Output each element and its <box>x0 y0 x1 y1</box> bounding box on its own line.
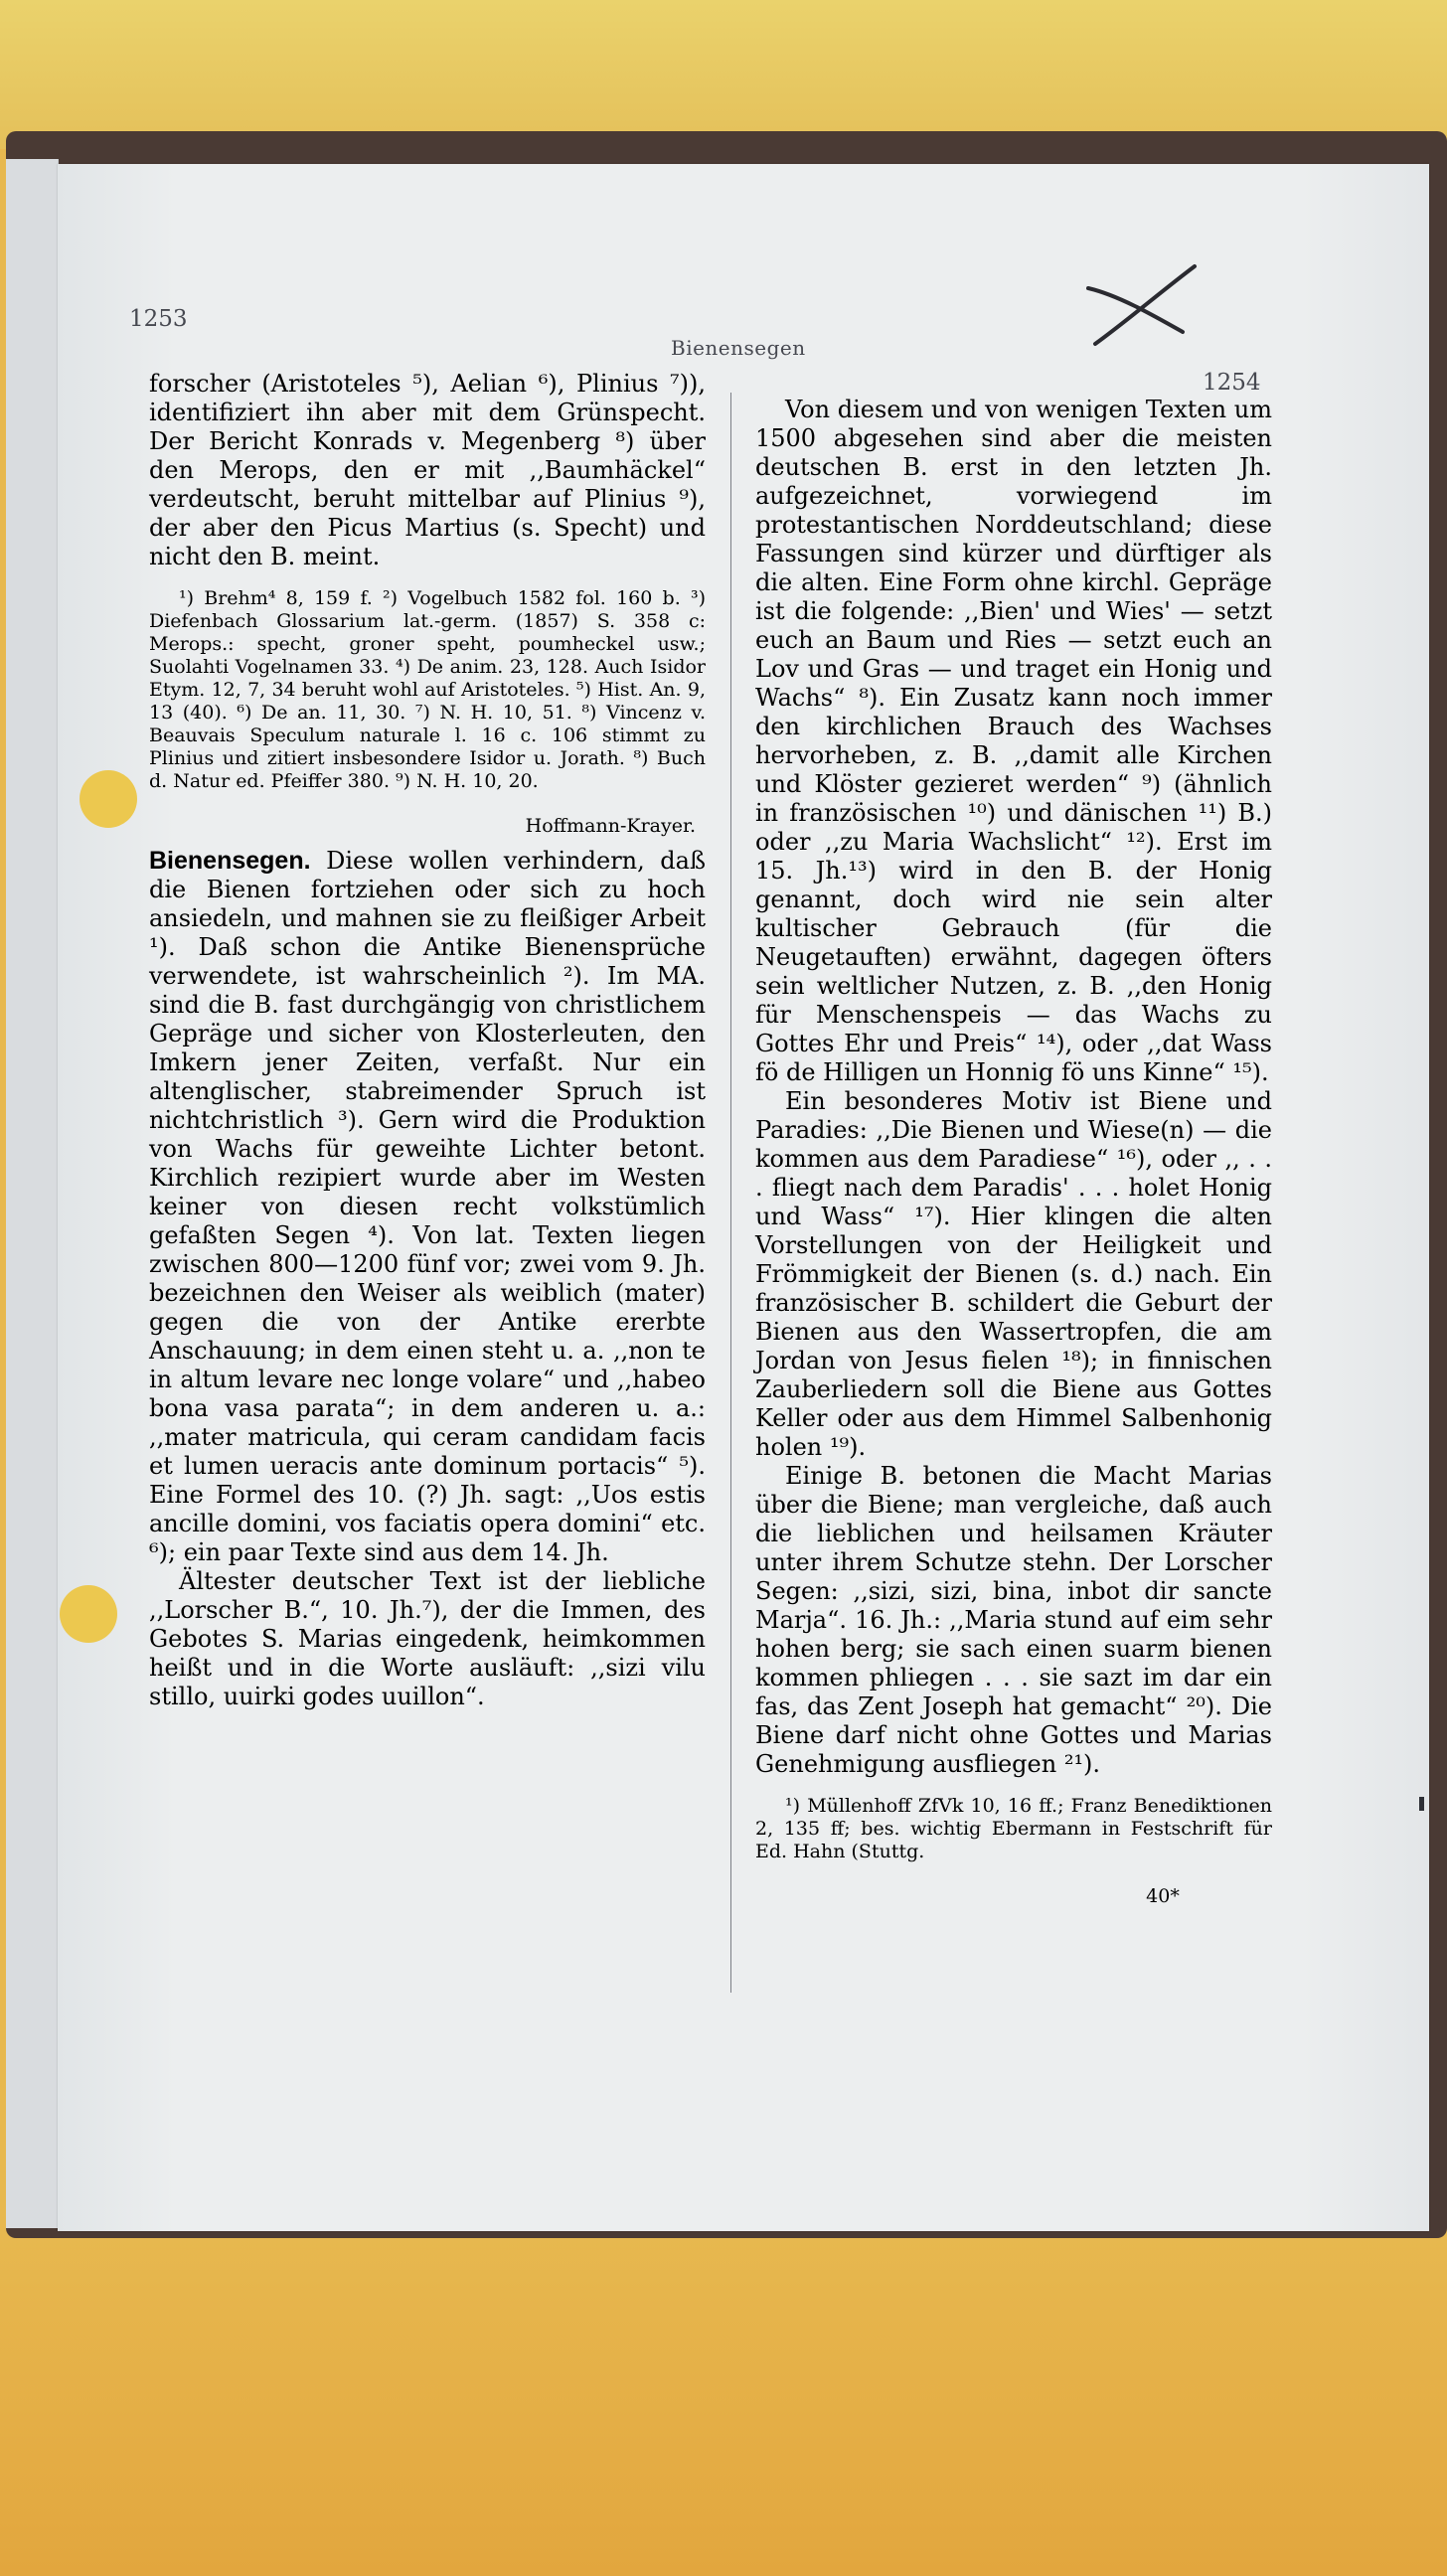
paragraph-2: Ein besonderes Motiv ist Biene und Paradies: ,,Die Bienen und Wiese(n) — die kommen aus dem Paradiese“ ¹⁶), oder ,, . . . fliegt nach dem Paradis' . . . holet Honig und Wass“ ¹⁷). Hier klingen die alten Vorstellungen von der Heiligkeit und Frömmigkeit der Bienen (s. d.) nach. Ein französischer B. schildert die Geburt der Bienen aus den Wassertropfen, die am Jordan von Jesus fielen ¹⁸); in finnischen Zauberliedern soll die Biene aus Gottes Keller oder aus dem Himmel Salbenhonig holen ¹⁹). <box>755 1087 1272 1461</box>
folio-mark: 40* <box>1146 1885 1180 1907</box>
handwritten-cross-mark <box>1083 260 1203 350</box>
page-number-left: 1253 <box>129 306 188 332</box>
background-top <box>0 0 1447 149</box>
footnotes-block: ¹) Brehm⁴ 8, 159 f. ²) Vogelbuch 1582 fol. 160 b. ³) Diefenbach Glossarium lat.-germ. (1857) S. 358 c: Merops.: specht, groner speht, poumheckel usw.; Suolahti Vogelnamen 33. ⁴) De anim. 23, 128. Auch Isidor Etym. 12, 7, 34 beruht wohl auf Aristoteles. ⁵) Hist. An. 9, 13 (40). ⁶) De an. 11, 30. ⁷) N. H. 10, 51. ⁸) Vincenz v. Beauvais Speculum naturale l. 16 c. 106 stimmt zu Plinius und zitiert insbesondere Isidor u. Jorath. ⁸) Buch d. Natur ed. Pfeiffer 380. ⁹) N. H. 10, 20. <box>149 587 706 792</box>
page-number-right: 1254 <box>1203 370 1261 396</box>
paragraph-3: Einige B. betonen die Macht Marias über die Biene; man vergleiche, daß auch die lieblichen und heilsamen Kräuter unter ihrem Schutze stehn. Der Lorscher Segen: ,,sizi, sizi, bina, inbot dir sancte Marja“. 16. Jh.: ,,Maria stund auf eim sehr hohen berg; sie sach einen suarm bienen kommen phliegen . . . sie sazt im dar ein fas, das Zent Joseph hat gemacht“ ²⁰). Die Biene darf nicht ohne Gottes und Marias Genehmigung ausfliegen ²¹). <box>755 1462 1272 1778</box>
right-column <box>755 396 1272 1911</box>
footnote-right: ¹) Müllenhoff ZfVk 10, 16 ff.; Franz Benediktionen 2, 135 ff; bes. wichtig Ebermann in Festschrift für Ed. Hahn (Stuttg. <box>755 1795 1272 1862</box>
paragraph-1: Von diesem und von wenigen Texten um 1500 abgesehen sind aber die meisten deutschen B. erst in den letzten Jh. aufgezeichnet, vorwiegend im protestantischen Norddeutschland; diese Fassungen sind kürzer und dürftiger als die alten. Eine Form ohne kirchl. Gepräge ist die folgende: ,,Bien' und Wies' — setzt euch an Baum und Ries — setzt euch an Lov und Gras — und traget ein Honig und Wachs“ ⁸). Ein Zusatz kann noch immer den kirchlichen Brauch des Wachses hervorheben, z. B. ,,damit alle Kirchen und Klöster gezieret werden“ ⁹) (ähnlich in französischen ¹⁰) und dänischen ¹¹) B.) oder ,,zu Maria Wachslicht“ ¹²). Erst im 15. Jh.¹³) wird in den B. der Honig genannt, doch wird nie sein alter kultischer Gebrauch (für die Neugetauften) erwähnt, dagegen öfters sein weltlicher Nutzen, z. B. ,,den Honig für Menschenspeis — das Wachs zu Gottes Ehr und Preis“ ¹⁴), oder ,,dat Wass fö de Hilligen un Honnig fö uns Kinne“ ¹⁵). <box>755 396 1272 1086</box>
author-signature: Hoffmann-Krayer. <box>525 815 696 837</box>
punch-hole <box>60 1585 117 1643</box>
punch-hole <box>80 770 137 828</box>
binding-strip <box>6 159 59 2228</box>
background-bottom <box>0 2236 1447 2576</box>
page-edge-mark <box>1419 1797 1424 1811</box>
column-divider <box>730 393 731 1993</box>
paragraph-top: forscher (Aristoteles ⁵), Aelian ⁶), Plinius ⁷)), identifiziert ihn aber mit dem Grünspecht. Der Bericht Konrads v. Megenberg ⁸) über den Merops, den er mit ,,Baumhäckel“ verdeutscht, beruht mittelbar auf Plinius ⁹), der aber den Picus Martius (s. Specht) und nicht den B. meint. <box>149 370 706 570</box>
entry-text: Diese wollen verhindern, daß die Bienen fortziehen oder sich zu hoch ansiedeln, und mahnen sie zu fleißiger Arbeit ¹). Daß schon die Antike Bienensprüche verwendete, ist wahrscheinlich ²). Im MA. sind die B. fast durchgängig von christlichem Gepräge und sicher von Klosterleuten, den Imkern jener Zeiten, verfaßt. Nur ein altenglischer, stabreimender Spruch ist nichtchristlich ³). Gern wird die Produktion von Wachs für geweihte Lichter betont. Kirchlich rezipiert wurde aber im Westen keiner von diesen recht volkstümlich gefaßten Segen ⁴). Von lat. Texten liegen zwischen 800—1200 fünf vor; zwei vom 9. Jh. bezeichnen den Weiser als weiblich (mater) gegen die von der Antike ererbte Anschauung; in dem einen steht u. a. ,,non te in altum levare nec longe volare“ und ,,habeo bona vasa parata“; in dem anderen u. a.: ,,mater matricula, qui ceram candidam facis et lumen ueracis ante dominum portacis“ ⁵). Eine Formel des 10. (?) Jh. sagt: ,,Uos estis ancille domini, vos faciatis opera domini“ etc. ⁶); ein paar Texte sind aus dem 14. Jh. <box>149 847 706 1566</box>
left-column <box>149 370 706 1711</box>
running-title: Bienensegen <box>671 336 806 360</box>
paragraph-oldest-text: Ältester deutscher Text ist der liebliche ,,Lorscher B.“, 10. Jh.⁷), der die Immen, des Gebotes S. Marias eingedenk, heimkommen heißt und in die Worte ausläuft: ,,sizi vilu stillo, uuirki godes uuillon“. <box>149 1567 706 1710</box>
entry-heading: Bienensegen. <box>149 847 311 875</box>
